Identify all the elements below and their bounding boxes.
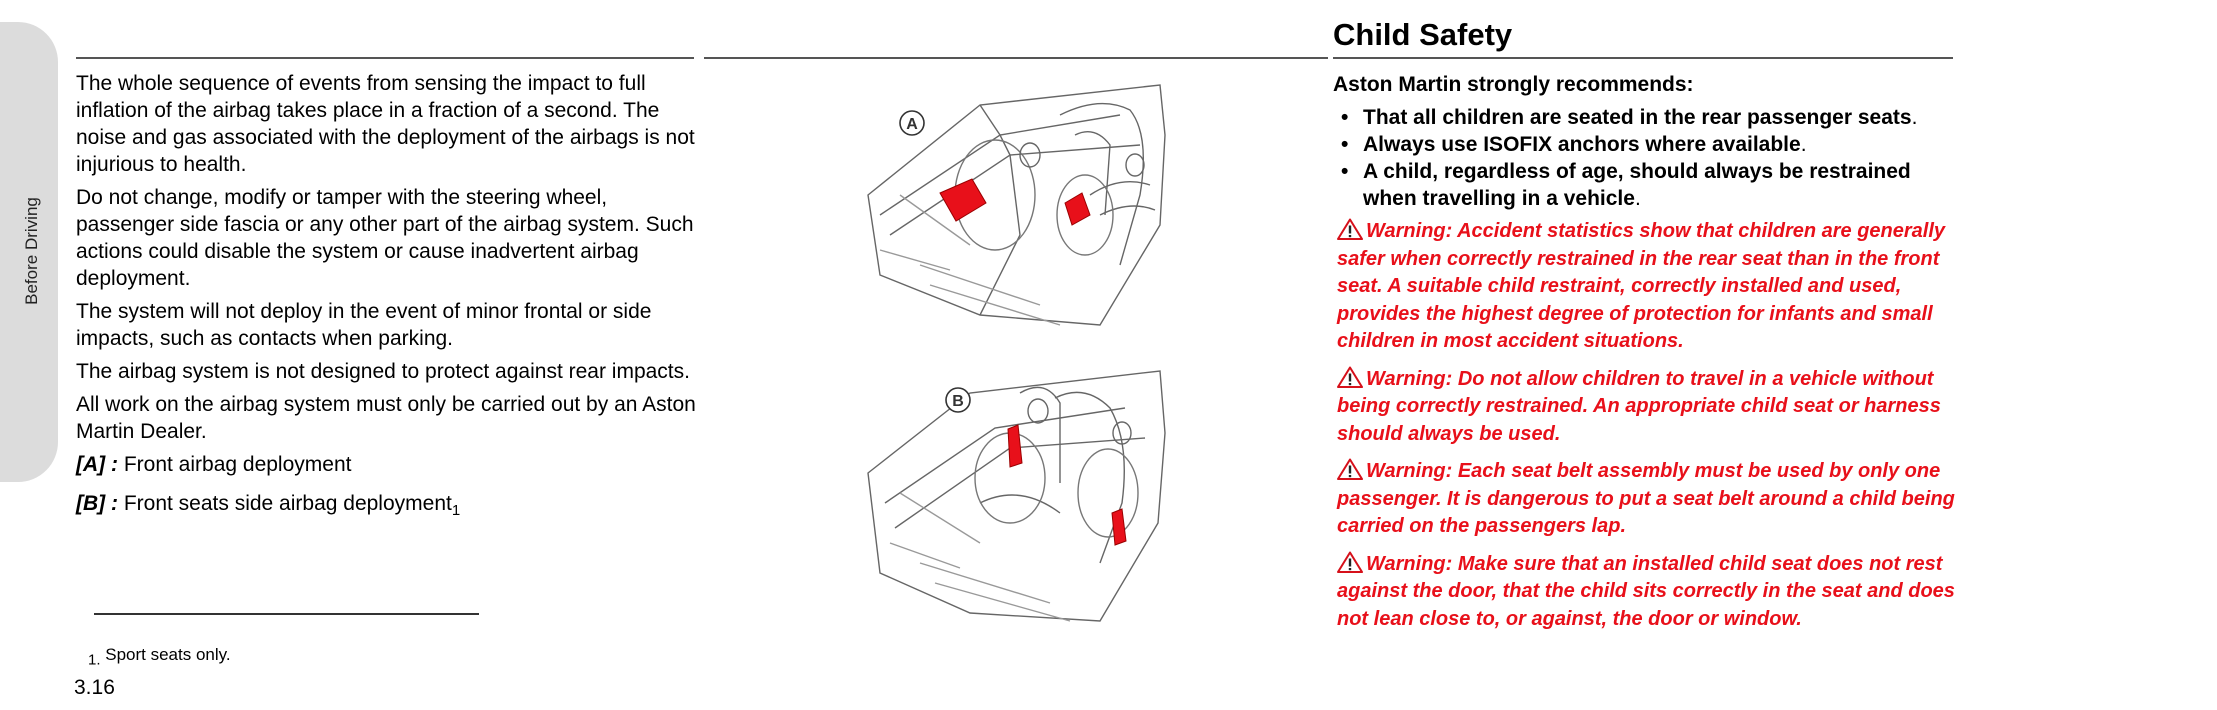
paragraph: All work on the airbag system must only be carried out by an Aston Martin Dealer. [76,393,696,443]
warning-paragraph [1337,218,1958,356]
list-item-text: That all children are seated in the rear passenger seats [1363,106,1912,129]
figure-label: A [906,116,918,133]
recommendation-heading: Aston Martin strongly recommends: [1333,73,1694,96]
figure-legend-key: [A] : [76,453,118,476]
airbag-highlight [1112,509,1126,545]
footnote-text: Sport seats only. [105,645,231,664]
footnote-rule [94,613,479,615]
paragraph: The airbag system is not designed to protect against rear impacts. [76,360,690,383]
warning-text: Warning: Make sure that an installed child seat does not rest against the door, that the child sits correctly in the seat and does not lean close to, or against, the door or window. [1337,552,1955,630]
figure-legend-text: Front airbag deployment [123,453,352,476]
warning-triangle-icon [1337,458,1363,480]
left-column [76,70,696,530]
warning-paragraph [1337,458,1958,541]
footnote [88,645,231,668]
side-airbag-illustration-icon [860,363,1170,625]
warning-text: Warning: Do not allow children to travel in a vehicle without being correctly restrained. An appropriate child seat or harness should always be used. [1337,367,1941,445]
paragraph: The whole sequence of events from sensing the impact to full inflation of the airbag takes place in a fraction of a second. The noise and gas associated with the deployment of the airbags is not injurious to health. [76,72,695,176]
header-rule-middle [704,57,1328,59]
list-item [1333,131,1958,158]
warning-text: Warning: Accident statistics show that children are generally safer when correctly restrained in the rear seat than in the front seat. A suitable child restraint, correctly installed and used, provides the highest degree of protection for infants and small children in most accident situations. [1337,220,1946,352]
figure-label: B [952,393,964,410]
airbag-highlight [1008,425,1022,467]
list-item-suffix: . [1800,133,1807,156]
paragraph: The system will not deploy in the event of minor frontal or side impacts, such as contacts when parking. [76,300,652,350]
warning-triangle-icon [1337,551,1363,573]
list-item [1333,158,1958,212]
airbag-highlight [940,179,986,221]
warning-paragraph [1337,551,1958,634]
side-tab-label: Before Driving [22,197,41,305]
figure-front-airbag [860,75,1170,337]
figure-legend-item-a [76,451,696,484]
right-column [1333,71,1958,643]
front-airbag-illustration-icon [860,75,1170,337]
footnote-marker: 1. [88,651,101,669]
page-number: 3.16 [74,676,115,699]
figure-legend-text: Front seats side airbag deployment [123,492,452,516]
warning-paragraph [1337,366,1958,449]
list-item-text: A child, regardless of age, should always be restrained when travelling in a vehicle [1363,160,1911,210]
figure-legend-item-b [76,490,696,524]
recommendation-list [1333,104,1958,212]
footnote-reference: 1 [451,502,461,520]
list-item [1333,104,1958,131]
warning-text: Warning: Each seat belt assembly must be used by only one passenger. It is dangerous to put a seat belt around a child being carried on the passengers lap. [1337,460,1955,537]
header-rule-right [1333,57,1953,59]
paragraph: Do not change, modify or tamper with the steering wheel, passenger side fascia or any other part of the airbag system. Such actions could disable the system or cause inadvertent airbag deployment. [76,186,694,290]
list-item-suffix: . [1911,106,1918,129]
header-rule-left [76,57,694,59]
warning-triangle-icon [1337,366,1363,388]
figure-legend-key: [B] : [76,492,118,516]
airbag-highlight [1065,193,1090,225]
warning-triangle-icon [1337,218,1363,240]
section-title: Child Safety [1333,17,1513,52]
figure-side-airbag [860,363,1170,625]
list-item-suffix: . [1634,187,1641,210]
list-item-text: Always use ISOFIX anchors where available [1363,133,1801,156]
